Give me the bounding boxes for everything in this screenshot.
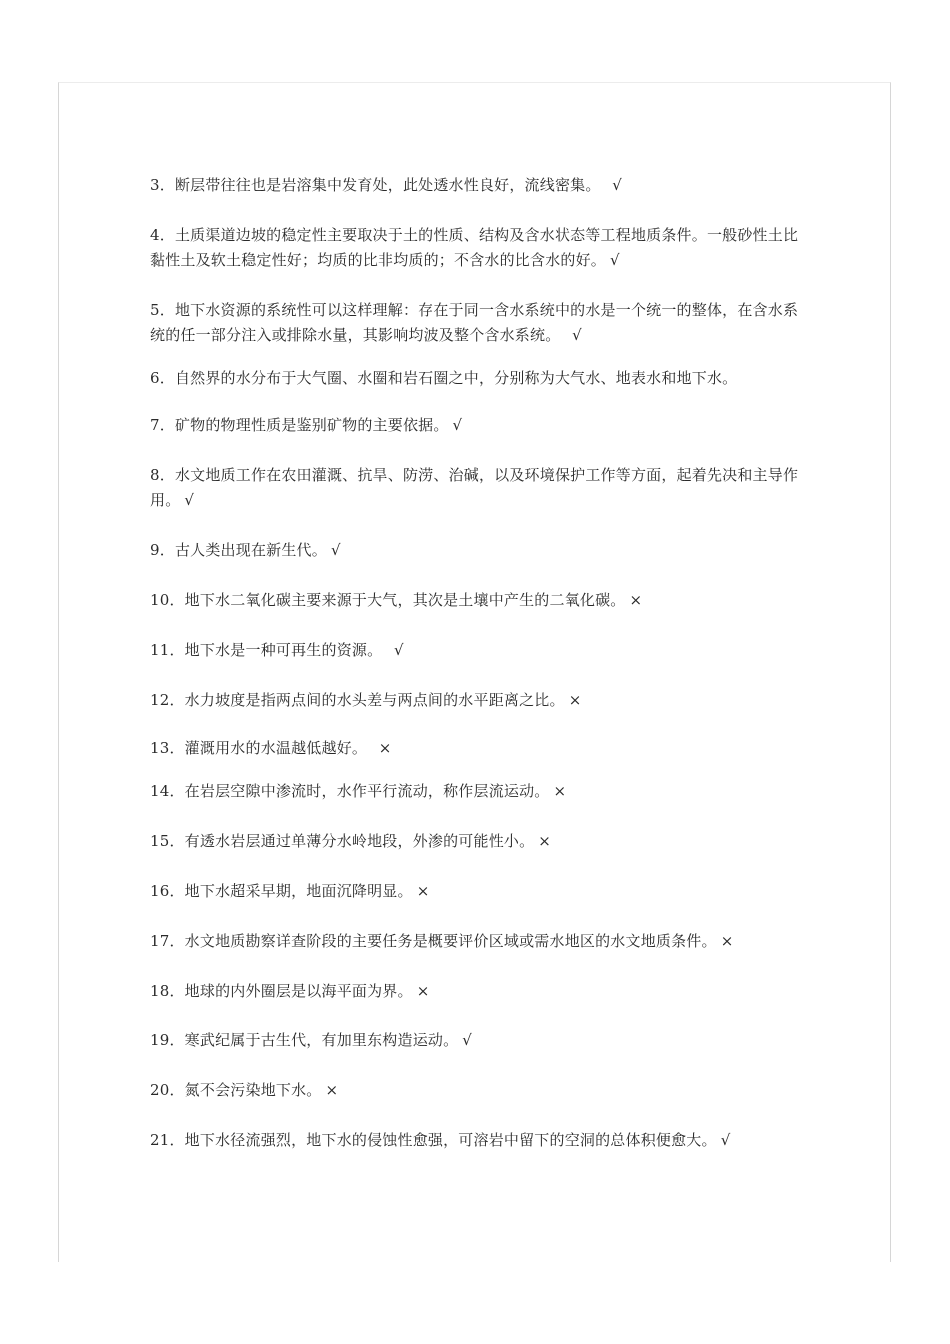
answer-mark: √ (597, 176, 623, 194)
question-16: 16．地下水超采早期，地面沉降明显。 × (150, 882, 430, 900)
answer-mark: × (720, 932, 734, 950)
answer-mark: × (416, 882, 430, 900)
question-5: 5．地下水资源的系统性可以这样理解：存在于同一含水系统中的水是一个统一的整体，在含水系统的任一部分注入或排除水量，其影响均波及整个含水系统。 √ (150, 301, 799, 344)
answer-mark: √ (610, 251, 620, 269)
question-21: 21．地下水径流强烈，地下水的侵蚀性愈强，可溶岩中留下的空洞的总体积便愈大。 √ (150, 1131, 731, 1149)
question-20: 20．氮不会污染地下水。 × (150, 1081, 339, 1099)
question-13: 13．灌溉用水的水温越低越好。 × (150, 739, 392, 757)
answer-mark: × (363, 739, 392, 757)
question-17: 17．水文地质勘察详查阶段的主要任务是概要评价区域或需水地区的水文地质条件。 × (150, 932, 734, 950)
answer-mark: × (416, 982, 430, 1000)
question-11: 11．地下水是一种可再生的资源。 √ (150, 641, 404, 659)
answer-mark: √ (184, 491, 195, 509)
question-15: 15．有透水岩层通过单薄分水岭地段，外渗的可能性小。 × (150, 832, 552, 850)
answer-mark: √ (378, 641, 404, 659)
question-6: 6．自然界的水分布于大气圈、水圈和岩石圈之中，分别称为大气水、地表水和地下水。 (150, 369, 738, 387)
question-12: 12．水力坡度是指两点间的水头差与两点间的水平距离之比。 × (150, 691, 582, 709)
question-14: 14．在岩层空隙中渗流时，水作平行流动，称作层流运动。 × (150, 782, 567, 800)
answer-mark: √ (330, 541, 341, 559)
answer-mark: × (538, 832, 552, 850)
question-9: 9．古人类出现在新生代。 √ (150, 541, 341, 559)
answer-mark: × (325, 1081, 339, 1099)
answer-mark: √ (556, 326, 582, 344)
question-8: 8．水文地质工作在农田灌溉、抗旱、防涝、治碱，以及环境保护工作等方面，起着先决和主导作用。 √ (150, 466, 799, 509)
question-10: 10．地下水二氧化碳主要来源于大气，其次是土壤中产生的二氧化碳。 × (150, 591, 643, 609)
answer-mark: × (629, 591, 643, 609)
question-18: 18．地球的内外圈层是以海平面为界。 × (150, 982, 430, 1000)
answer-mark: × (553, 782, 567, 800)
question-19: 19．寒武纪属于古生代，有加里东构造运动。 √ (150, 1031, 473, 1049)
question-3: 3．断层带往往也是岩溶集中发育处，此处透水性良好，流线密集。 √ (150, 176, 623, 194)
answer-mark: √ (452, 416, 463, 434)
question-7: 7．矿物的物理性质是鉴别矿物的主要依据。 √ (150, 416, 463, 434)
answer-mark: √ (462, 1031, 473, 1049)
answer-mark: × (568, 691, 582, 709)
answer-mark: √ (720, 1131, 731, 1149)
question-4: 4．土质渠道边坡的稳定性主要取决于土的性质、结构及含水状态等工程地质条件。一般砂性土比黏性土及软土稳定性好；均质的比非均质的；不含水的比含水的好。 √ (150, 226, 799, 269)
